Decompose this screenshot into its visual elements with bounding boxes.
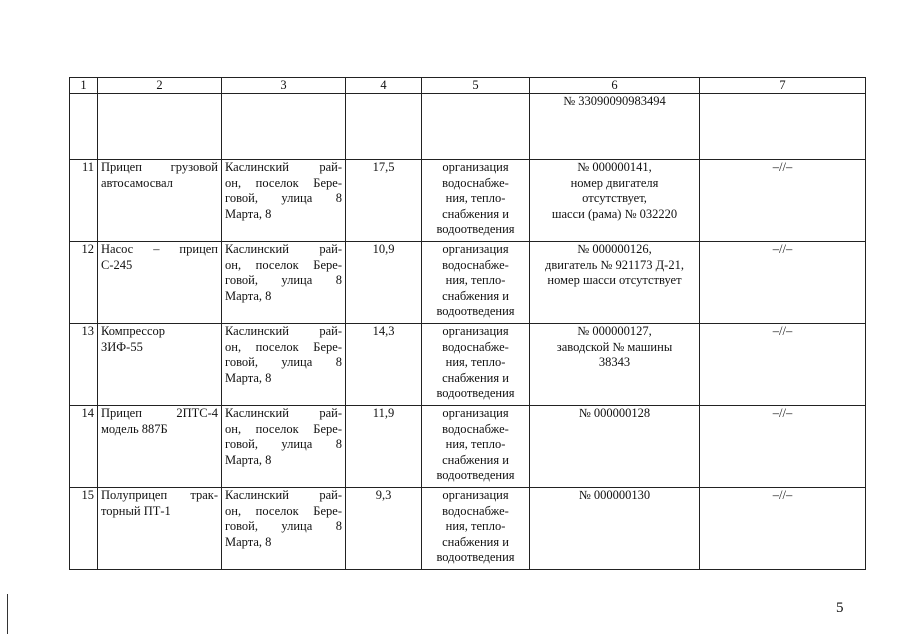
- note-cell: –//–: [700, 324, 866, 406]
- row-number: 12: [70, 242, 98, 324]
- identifier-line: 38343: [598, 355, 631, 369]
- cell-empty: [70, 94, 98, 160]
- table-row: [70, 488, 866, 570]
- row-number: 11: [70, 160, 98, 242]
- purpose-line: водоснабже-: [442, 503, 509, 518]
- row-number: 15: [70, 488, 98, 570]
- cell-empty: [222, 94, 346, 160]
- location-line: он, поселок Бере-: [225, 175, 342, 190]
- cell-empty: [700, 94, 866, 160]
- table-row: [70, 406, 866, 488]
- purpose-line: снабжения и: [442, 452, 509, 467]
- location-line: Каслинский рай-: [225, 242, 342, 256]
- table-row: [70, 324, 866, 406]
- row-number: 14: [70, 406, 98, 488]
- identifier-line: номер шасси отсутствует: [547, 273, 682, 287]
- purpose-cell: [422, 406, 530, 488]
- identifier-cell: [530, 324, 700, 406]
- column-number: 7: [700, 78, 866, 94]
- item-name-line: ЗИФ-55: [101, 339, 143, 354]
- location-cell: [222, 160, 346, 242]
- identifier-line: № 000000128: [578, 406, 651, 420]
- identifier-cell: [530, 160, 700, 242]
- location-cell: [222, 324, 346, 406]
- location-line: Марта, 8: [225, 370, 272, 385]
- row-number: 13: [70, 324, 98, 406]
- table-row: [70, 242, 866, 324]
- purpose-line: снабжения и: [442, 288, 509, 303]
- identifier-line: номер двигателя: [570, 175, 659, 190]
- identifier-cell: [530, 406, 700, 488]
- purpose-line: ния, тепло-: [445, 355, 506, 369]
- cell-empty: [346, 94, 422, 160]
- purpose-line: водоотведения: [436, 468, 515, 482]
- column-number: 5: [422, 78, 530, 94]
- location-cell: [222, 242, 346, 324]
- value-cell: 11,9: [346, 406, 422, 488]
- column-number: 3: [222, 78, 346, 94]
- note-cell: –//–: [700, 406, 866, 488]
- item-name-line: Насос – прицеп: [101, 242, 218, 256]
- column-number: 2: [98, 78, 222, 94]
- purpose-line: ния, тепло-: [445, 519, 506, 533]
- purpose-line: организация: [442, 324, 509, 338]
- item-name-cell: [98, 488, 222, 570]
- location-cell: [222, 406, 346, 488]
- location-line: он, поселок Бере-: [225, 257, 342, 272]
- location-line: Каслинский рай-: [225, 406, 342, 420]
- purpose-line: снабжения и: [442, 206, 509, 221]
- column-number: 1: [70, 78, 98, 94]
- location-line: Марта, 8: [225, 452, 272, 467]
- column-number: 4: [346, 78, 422, 94]
- item-name-line: Полуприцеп трак-: [101, 488, 218, 502]
- note-cell: –//–: [700, 160, 866, 242]
- location-line: Каслинский рай-: [225, 324, 342, 338]
- location-line: он, поселок Бере-: [225, 503, 342, 518]
- item-name-line: автосамосвал: [101, 175, 173, 190]
- item-name-line: модель 887Б: [101, 421, 168, 436]
- purpose-cell: [422, 488, 530, 570]
- purpose-cell: [422, 242, 530, 324]
- identifier-line: № 000000130: [578, 488, 651, 502]
- location-line: Марта, 8: [225, 288, 272, 303]
- location-line: он, поселок Бере-: [225, 339, 342, 354]
- note-cell: –//–: [700, 488, 866, 570]
- location-line: он, поселок Бере-: [225, 421, 342, 436]
- value-cell: 9,3: [346, 488, 422, 570]
- identifier-line: шасси (рама) № 032220: [551, 206, 678, 221]
- identifier-line: № 000000126,: [577, 242, 652, 256]
- note-cell: –//–: [700, 242, 866, 324]
- page-number: 5: [836, 600, 844, 616]
- purpose-line: организация: [442, 242, 509, 256]
- location-line: говой, улица 8: [225, 519, 342, 533]
- identifier-line: двигатель № 921173 Д-21,: [545, 257, 684, 272]
- item-name-line: торный ПТ-1: [101, 503, 171, 518]
- purpose-line: ния, тепло-: [445, 273, 506, 287]
- purpose-line: ния, тепло-: [445, 191, 506, 205]
- purpose-line: водоснабже-: [442, 421, 509, 436]
- identifier-cell: [530, 488, 700, 570]
- location-line: Каслинский рай-: [225, 160, 342, 174]
- location-line: говой, улица 8: [225, 437, 342, 451]
- purpose-line: организация: [442, 488, 509, 502]
- cell-empty: [98, 94, 222, 160]
- location-line: Марта, 8: [225, 534, 272, 549]
- item-name-cell: [98, 242, 222, 324]
- column-number-row: [70, 78, 866, 94]
- column-number: 6: [530, 78, 700, 94]
- purpose-cell: [422, 160, 530, 242]
- purpose-line: организация: [442, 406, 509, 420]
- location-line: говой, улица 8: [225, 273, 342, 287]
- purpose-line: организация: [442, 160, 509, 174]
- identifier-cell: № 33090090983494: [530, 94, 700, 160]
- purpose-line: водоснабже-: [442, 175, 509, 190]
- location-line: говой, улица 8: [225, 355, 342, 369]
- purpose-line: водоотведения: [436, 386, 515, 400]
- location-line: говой, улица 8: [225, 191, 342, 205]
- item-name-line: Компрессор: [101, 324, 166, 338]
- scan-margin-line: [7, 594, 8, 634]
- value-cell: 17,5: [346, 160, 422, 242]
- table-row: [70, 160, 866, 242]
- cell-empty: [422, 94, 530, 160]
- continuation-row: [70, 94, 866, 160]
- purpose-cell: [422, 324, 530, 406]
- item-name-cell: [98, 324, 222, 406]
- identifier-line: № 000000127,: [577, 324, 652, 338]
- item-name-line: С-245: [101, 257, 133, 272]
- identifier-cell: [530, 242, 700, 324]
- item-name-line: Прицеп грузовой: [101, 160, 218, 174]
- item-name-line: Прицеп 2ПТС-4: [101, 406, 218, 420]
- property-register-table: [69, 77, 866, 570]
- identifier-line: № 000000141,: [577, 160, 652, 174]
- purpose-line: водоснабже-: [442, 257, 509, 272]
- purpose-line: водоснабже-: [442, 339, 509, 354]
- location-line: Марта, 8: [225, 206, 272, 221]
- purpose-line: водоотведения: [436, 304, 515, 318]
- purpose-line: ния, тепло-: [445, 437, 506, 451]
- purpose-line: снабжения и: [442, 534, 509, 549]
- purpose-line: водоотведения: [436, 222, 515, 236]
- value-cell: 10,9: [346, 242, 422, 324]
- item-name-cell: [98, 160, 222, 242]
- purpose-line: снабжения и: [442, 370, 509, 385]
- item-name-cell: [98, 406, 222, 488]
- purpose-line: водоотведения: [436, 550, 515, 564]
- location-line: Каслинский рай-: [225, 488, 342, 502]
- value-cell: 14,3: [346, 324, 422, 406]
- identifier-line: отсутствует,: [582, 191, 647, 205]
- location-cell: [222, 488, 346, 570]
- identifier-line: заводской № машины: [556, 339, 673, 354]
